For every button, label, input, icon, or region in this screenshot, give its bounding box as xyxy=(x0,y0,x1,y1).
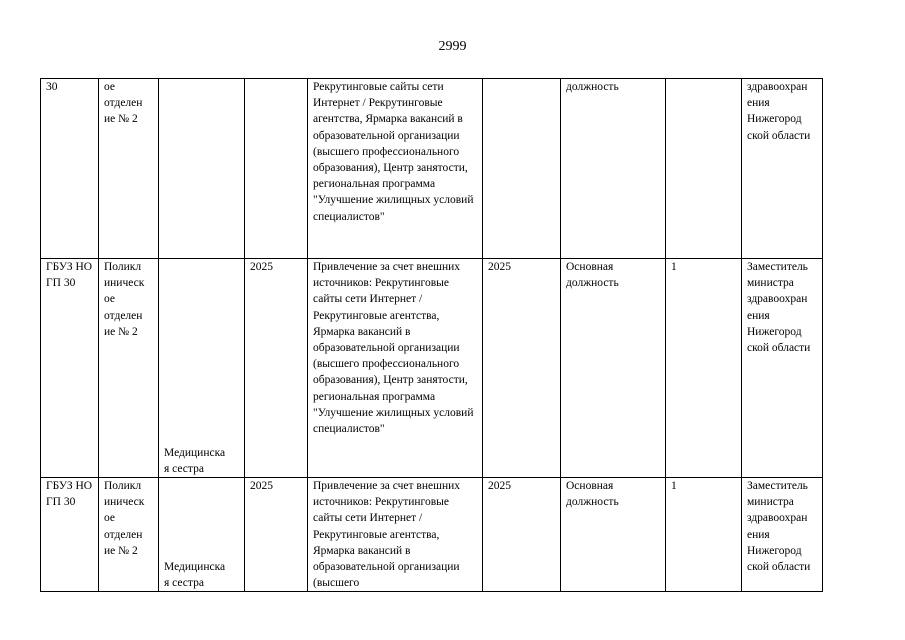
cell-position-type: должность xyxy=(561,79,666,259)
page-number: 2999 xyxy=(438,39,467,54)
cell-year: 2025 xyxy=(245,478,308,592)
cell-position-type: Основная должность xyxy=(561,259,666,478)
cell-responsible: Заместитель министра здравоохран ения Нижегород ской области xyxy=(742,478,823,592)
cell-deadline xyxy=(483,79,561,259)
cell-year: 2025 xyxy=(245,259,308,478)
cell-division: Поликл иническ ое отделен ие № 2 xyxy=(99,259,159,478)
cell-count xyxy=(666,79,742,259)
cell-organization: ГБУЗ НО ГП 30 xyxy=(41,478,99,592)
cell-responsible: здравоохран ения Нижегород ской области xyxy=(742,79,823,259)
table-row xyxy=(41,79,823,259)
cell-division: ое отделен ие № 2 xyxy=(99,79,159,259)
cell-position xyxy=(159,79,245,259)
cell-measures: Привлечение за счет внешних источников: Рекрутинговые сайты сети Интернет / Рекрутинговые агентства, Ярмарка вакансий в образовательной организации (высшего xyxy=(308,478,483,592)
cell-deadline: 2025 xyxy=(483,259,561,478)
cell-deadline: 2025 xyxy=(483,478,561,592)
cell-year xyxy=(245,79,308,259)
cell-responsible: Заместитель министра здравоохран ения Нижегород ской области xyxy=(742,259,823,478)
cell-count: 1 xyxy=(666,259,742,478)
cell-position: Медицинска я сестра xyxy=(159,259,245,478)
cell-position-type: Основная должность xyxy=(561,478,666,592)
cell-position: Медицинска я сестра xyxy=(159,478,245,592)
cell-division: Поликл иническ ое отделен ие № 2 xyxy=(99,478,159,592)
table-row xyxy=(41,478,823,592)
cell-measures: Привлечение за счет внешних источников: Рекрутинговые сайты сети Интернет / Рекрутинговые агентства, Ярмарка вакансий в образовательной организации (высшего профессионального образования), Центр занятости, региональная программа "Улучшение жилищных условий специалистов" xyxy=(308,259,483,478)
table-row xyxy=(41,259,823,478)
cell-organization: 30 xyxy=(41,79,99,259)
cell-count: 1 xyxy=(666,478,742,592)
staffing-table xyxy=(40,78,823,592)
cell-organization: ГБУЗ НО ГП 30 xyxy=(41,259,99,478)
cell-measures: Рекрутинговые сайты сети Интернет / Рекрутинговые агентства, Ярмарка вакансий в образовательной организации (высшего профессионального образования), Центр занятости, региональная программа "Улучшение жилищных условий специалистов" xyxy=(308,79,483,259)
